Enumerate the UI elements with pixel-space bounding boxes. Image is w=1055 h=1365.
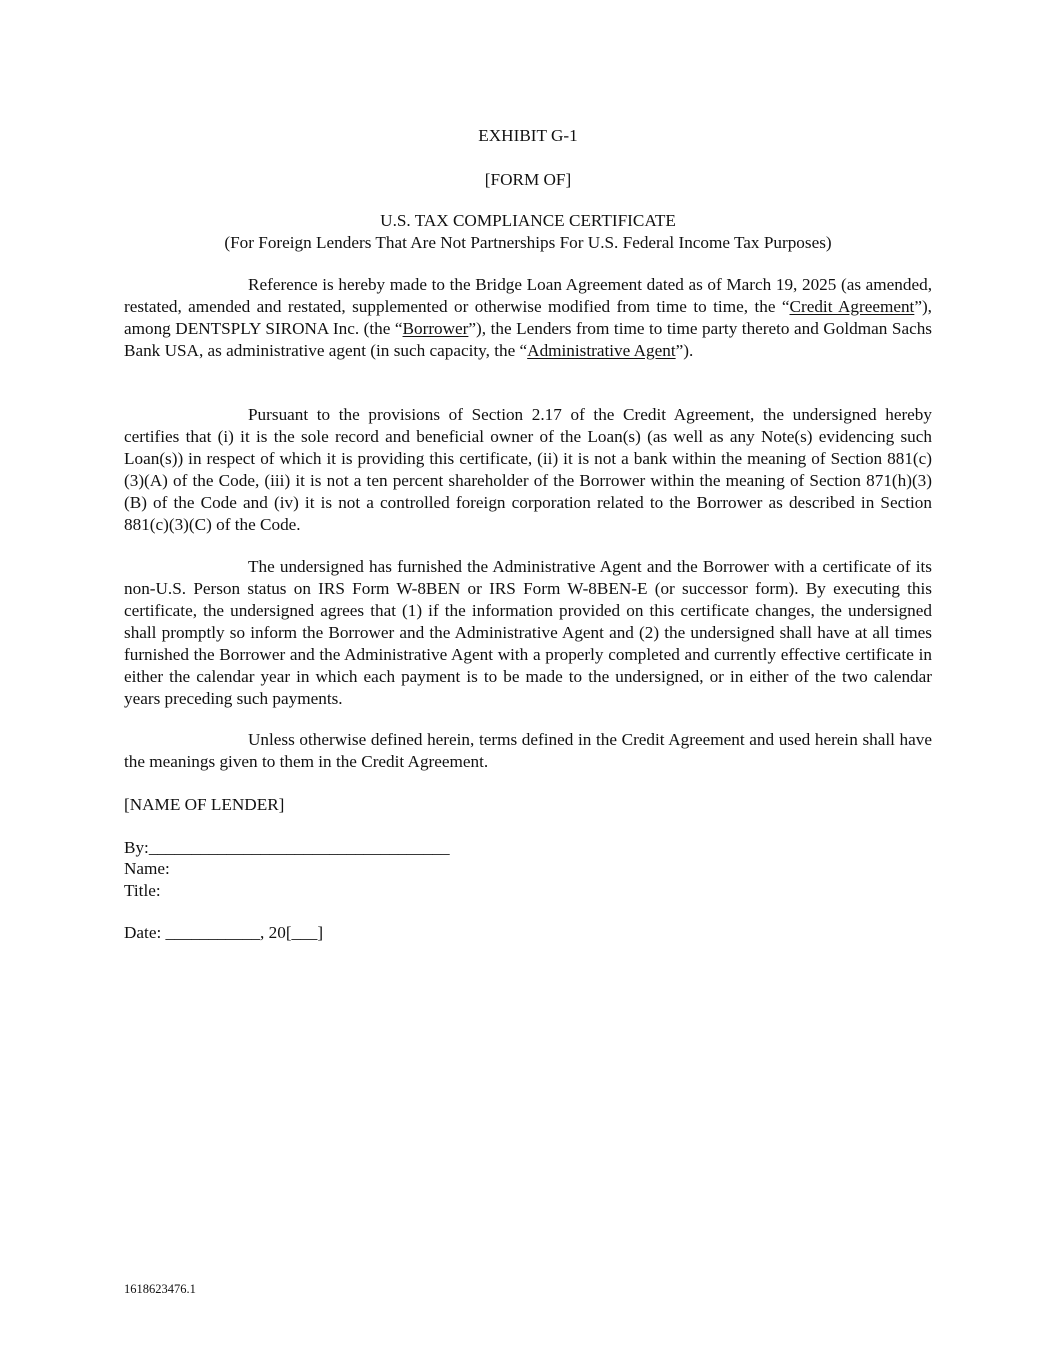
form-of-heading: [FORM OF] <box>484 170 572 189</box>
signature-title-label: Title: <box>124 881 161 900</box>
reference-text-3: ”), the Lenders from time to time party thereto and Goldman Sachs Bank USA, as administrative agent (in such capacity, the “ <box>124 319 932 360</box>
reference-paragraph <box>124 274 932 362</box>
certification-paragraph: Pursuant to the provisions of Section 2.17 of the Credit Agreement, the undersigned hereby certifies that (i) it is the sole record and beneficial owner of the Loan(s) (as well as any Note(s) evidencing such Loan(s)) in respect of which it is providing this certificate, (ii) it is not a bank within the meaning of Section 881(c)(3)(A) of the Code, (iii) it is not a ten percent shareholder of the Borrower within the meaning of Section 871(h)(3)(B) of the Code and (iv) it is not a controlled foreign corporation related to the Borrower as described in Section 881(c)(3)(C) of the Code. <box>124 405 932 534</box>
reference-text-1: Reference is hereby made to the Bridge Loan Agreement dated as of March 19, 2025 (as amended, restated, amended and restated, supplemented or otherwise modified from time to time, the “ <box>124 275 932 316</box>
reference-text-2: ”), among DENTSPLY SIRONA Inc. (the “ <box>124 297 932 338</box>
form-paragraph: The undersigned has furnished the Administrative Agent and the Borrower with a certificate of its non-U.S. Person status on IRS Form W-8BEN or IRS Form W-8BEN-E (or successor form). By executing this certificate, the undersigned agrees that (1) if the information provided on this certificate changes, the undersigned shall promptly so inform the Borrower and the Administrative Agent and (2) the undersigned shall have at all times furnished the Borrower and the Administrative Agent with a properly completed and currently effective certificate in either the calendar year in which each payment is to be made to the undersigned, or in either of the two calendar years preceding such payments. <box>124 557 932 708</box>
exhibit-heading: EXHIBIT G-1 <box>478 126 578 145</box>
signature-date-line[interactable]: Date: ___________, 20[___] <box>124 923 324 942</box>
certificate-title: U.S. TAX COMPLIANCE CERTIFICATE <box>380 211 676 230</box>
defined-term-borrower: Borrower <box>402 319 469 338</box>
signature-name-label: Name: <box>124 859 170 878</box>
defined-term-administrative-agent: Administrative Agent <box>527 341 676 360</box>
certificate-subtitle: (For Foreign Lenders That Are Not Partnerships For U.S. Federal Income Tax Purposes) <box>224 233 832 252</box>
definitions-paragraph: Unless otherwise defined herein, terms defined in the Credit Agreement and used herein shall have the meanings given to them in the Credit Agreement. <box>124 730 932 771</box>
document-id-footer: 1618623476.1 <box>124 1282 196 1296</box>
signature-by-line[interactable]: By:___________________________________ <box>124 838 450 857</box>
reference-text-4: ”). <box>675 341 694 360</box>
lender-name-placeholder: [NAME OF LENDER] <box>124 795 285 814</box>
defined-term-credit-agreement: Credit Agreement <box>789 297 915 316</box>
